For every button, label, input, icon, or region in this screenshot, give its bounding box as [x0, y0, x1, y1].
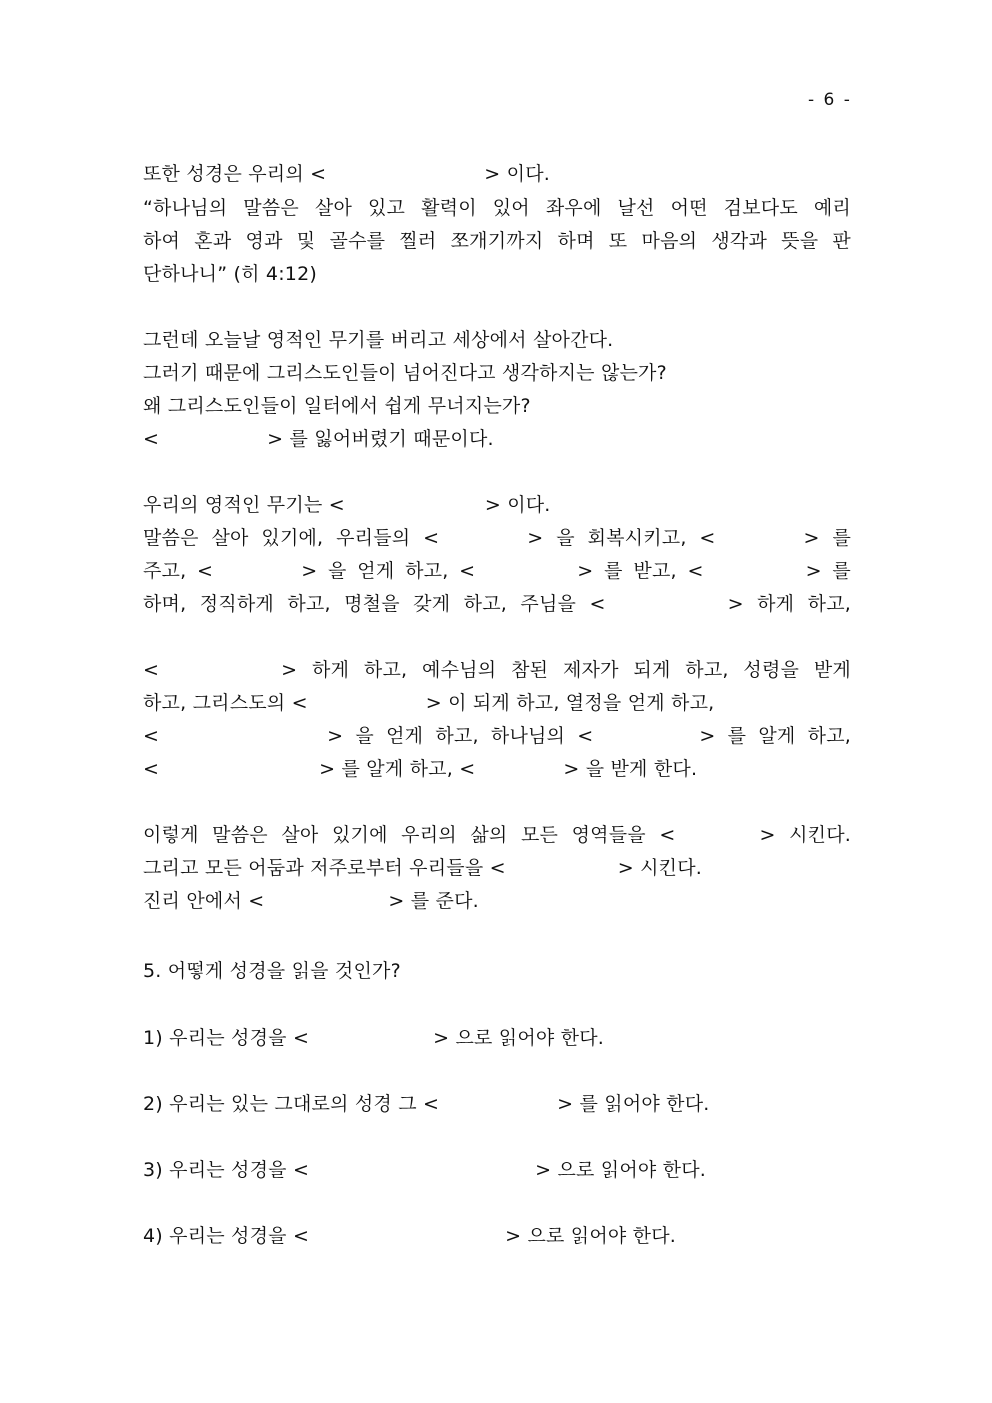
text-segment: > 하게 하고,: [727, 593, 851, 615]
text-line: 그런데 오늘날 영적인 무기를 버리고 세상에서 살아간다.: [143, 329, 614, 351]
text-segment: <: [143, 725, 160, 747]
text-segment: 이렇게 말씀은 살아 있기에 우리의 삶의 모든 영역들을 <: [143, 824, 676, 846]
text-segment: > 를 읽어야 한다.: [557, 1093, 710, 1115]
text-line: [143, 158, 851, 191]
text-segment: <: [143, 659, 160, 681]
text-segment: > 으로 읽어야 한다.: [535, 1159, 707, 1181]
text-segment: > 시킨다.: [759, 824, 851, 846]
text-segment: > 이다.: [484, 494, 551, 516]
text-line: 그러기 때문에 그리스도인들이 넘어진다고 생각하지는 않는가?: [143, 362, 667, 384]
text-segment: 진리 안에서 <: [143, 890, 265, 912]
text-line: [143, 555, 851, 588]
text-line: 5. 어떻게 성경을 읽을 것인가?: [143, 960, 401, 982]
text-line: [143, 885, 851, 918]
text-line: “하나님의 말씀은 살아 있고 활력이 있어 좌우에 날선 어떤 검보다도 예리: [143, 197, 851, 219]
text-segment: > 를 알게 하고,: [699, 725, 851, 747]
text-line: [143, 852, 851, 885]
text-segment: > 를 준다.: [388, 890, 479, 912]
text-segment: > 으로 읽어야 한다.: [505, 1225, 677, 1247]
text-segment: 또한 성경은 우리의 <: [143, 163, 327, 185]
text-line: [143, 489, 851, 522]
text-segment: 주고, <: [143, 560, 214, 582]
text-line: [143, 1088, 851, 1121]
text-line: [143, 588, 851, 621]
text-segment: 우리의 영적인 무기는 <: [143, 494, 345, 516]
text-segment: 말씀은 살아 있기에, 우리들의 <: [143, 527, 440, 549]
text-segment: > 으로 읽어야 한다.: [433, 1027, 605, 1049]
text-line: [143, 1154, 851, 1187]
text-segment: > 을 회복시키고, <: [527, 527, 716, 549]
text-segment: > 시킨다.: [617, 857, 703, 879]
text-segment: <: [143, 428, 160, 450]
text-line: [143, 753, 851, 786]
text-segment: 그리고 모든 어둠과 저주로부터 우리들을 <: [143, 857, 506, 879]
text-segment: 하고, 그리스도의 <: [143, 692, 308, 714]
text-line: [143, 1022, 851, 1055]
text-line: [143, 819, 851, 852]
text-segment: 2) 우리는 있는 그대로의 성경 그 <: [143, 1093, 440, 1115]
text-segment: > 이다.: [484, 163, 550, 185]
text-line: [143, 720, 851, 753]
text-segment: > 을 얻게 하고, <: [301, 560, 476, 582]
text-line: [143, 687, 851, 720]
text-segment: > 을 얻게 하고, 하나님의 <: [327, 725, 594, 747]
page-number: - 6 -: [808, 90, 852, 110]
text-segment: 4) 우리는 성경을 <: [143, 1225, 310, 1247]
text-segment: 하며, 정직하게 하고, 명철을 갖게 하고, 주님을 <: [143, 593, 606, 615]
text-segment: <: [143, 758, 160, 780]
text-segment: > 를: [803, 527, 852, 549]
text-segment: 1) 우리는 성경을 <: [143, 1027, 310, 1049]
text-line: 단하나니” (히 4:12): [143, 263, 317, 285]
text-line: [143, 423, 851, 456]
text-segment: > 를 알게 하고, <: [319, 758, 476, 780]
text-line: [143, 1220, 851, 1253]
text-segment: > 하게 하고, 예수님의 참된 제자가 되게 하고, 성령을 받게: [281, 659, 851, 681]
text-segment: 3) 우리는 성경을 <: [143, 1159, 310, 1181]
text-segment: > 이 되게 하고, 열정을 얻게 하고,: [425, 692, 715, 714]
text-segment: > 를 잃어버렸기 때문이다.: [267, 428, 494, 450]
text-line: [143, 654, 851, 687]
text-line: 하여 혼과 영과 및 골수를 찔러 쪼개기까지 하며 또 마음의 생각과 뜻을 판: [143, 230, 851, 252]
text-segment: > 을 받게 한다.: [563, 758, 698, 780]
text-line: 왜 그리스도인들이 일터에서 쉽게 무너지는가?: [143, 395, 531, 417]
text-segment: > 를: [805, 560, 851, 582]
text-segment: > 를 받고, <: [577, 560, 704, 582]
text-line: [143, 522, 851, 555]
